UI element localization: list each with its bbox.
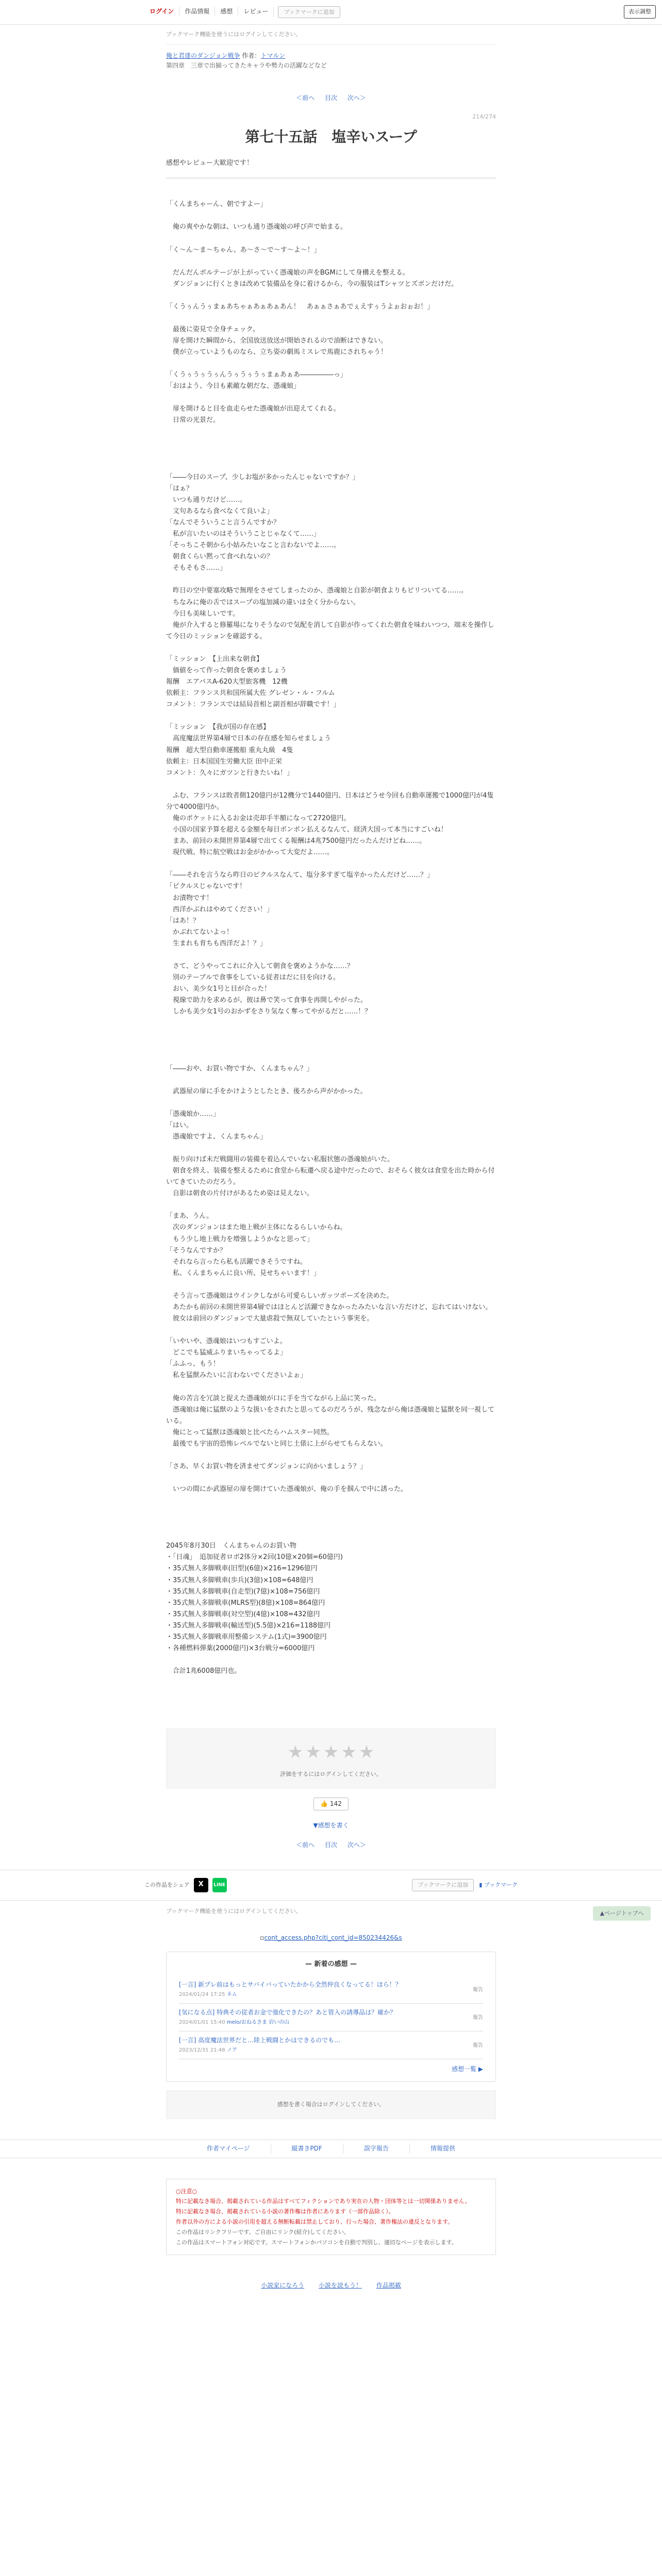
- body-line: 合計1兆6008億円也。: [166, 1667, 241, 1675]
- reviews-more-wrap: [179, 2059, 483, 2074]
- star-icon[interactable]: ★: [341, 1742, 357, 1763]
- body-line: [166, 1529, 496, 1540]
- body-line: 「まあ、うん。: [166, 1212, 213, 1221]
- bookmark-label: ブックマーク: [484, 1882, 518, 1888]
- body-line: 憑魂娘は俺に猛獣のような扱いをされたと思ってるのだろうが、残念ながら俺は憑魂娘と猛獣を同一視している。: [166, 1405, 495, 1425]
- body-line: 別のテーブルで食事をしている従者はだに目を向ける。: [166, 974, 340, 982]
- body-line: 彼女は前回のダンジョンで大量虐殺で無双していたという事実を。: [166, 1315, 374, 1323]
- footer-author-page[interactable]: 作者マイページ: [186, 2144, 271, 2154]
- top-bar: [0, 0, 662, 25]
- body-line: 「はい。: [166, 1121, 193, 1129]
- body-line: 俺のポケットに入るお金は売却手半額になって2720億円。: [166, 815, 351, 822]
- new-reviews: [166, 1952, 496, 2082]
- body-line: [166, 461, 496, 472]
- body-line: ちなみに俺の舌ではスープの塩加減の違いは全く分からない。: [166, 598, 360, 606]
- body-line: だんだんボルテージが上がっていく憑魂娘の声をBGMにして身構えを整える。: [166, 268, 409, 277]
- body-line: [166, 427, 496, 438]
- display-settings-button[interactable]: 表示調整: [624, 5, 656, 19]
- body-line: そもそもさ……」: [166, 564, 227, 572]
- notice-red-line: 特に記載なき場合、掲載されている作品はすべてフィクションであり実在の人物・団体等とは一切関係ありません。: [176, 2198, 471, 2205]
- body-line: 私が言いたいのはそういうことじゃなくて……」: [166, 530, 321, 538]
- body-line: 俺にとって猛獣は憑魂娘と比べたらハムスター同然。: [166, 1428, 334, 1436]
- lower-section: [166, 1901, 496, 2119]
- body-line: ・35式無人多脚戦車(自走型)(7億)×108=756億円: [166, 1587, 320, 1596]
- body-line: 私を猛獣みたいに言わないでくださいよぉ」: [166, 1371, 307, 1380]
- body-line: 振り向けば未だ戦闘用の装備を着込んでいない私服状態の憑魂娘がいた。: [166, 1155, 394, 1163]
- body-line: さて、どうやってこれに介入して朝食を褒めようかな……？: [166, 962, 354, 971]
- bottom-link-yomou[interactable]: 小説を読もう！: [318, 2282, 362, 2290]
- body-line: 生まれも育ちも西洋だよ！？」: [166, 939, 267, 947]
- body-line: 今日も美味しいです。: [166, 609, 239, 618]
- body-line: 報酬 エアバスA-620大型旅客機 12機: [166, 678, 288, 686]
- body-line: 「く～ん～ま～ちゃん、あ～さ～で～す～よ～！」: [166, 246, 321, 254]
- review-item: [179, 2004, 483, 2031]
- toc-link-bottom[interactable]: 目次: [324, 1841, 337, 1849]
- footer-typo-report[interactable]: 誤字報告: [343, 2144, 410, 2154]
- body-line: ・35式無人多脚戦車(MLRS型)(8億)×108=864億円: [166, 1599, 325, 1607]
- body-line: 西洋かぶれはやめてください！」: [166, 905, 274, 913]
- body-line: [166, 438, 496, 449]
- body-line: [166, 1654, 496, 1666]
- main-content: [166, 25, 496, 1852]
- chapter-number: 214/274: [472, 113, 496, 121]
- body-line: おい、美少女1号と目が合った！: [166, 985, 271, 993]
- body-line: かぶれてないよっ！: [166, 928, 234, 936]
- write-impression-box: 感想を書く場合はログインしてください。: [166, 2090, 496, 2119]
- body-line: [166, 642, 496, 654]
- body-line: ・「日魂」 追加従者ロボ2体分×2回(10億×20個=60億円): [166, 1553, 343, 1562]
- body-line: ・35式無人多脚戦車(輸送型)(5.5億)×216=1188億円: [166, 1621, 331, 1630]
- body-line: 憑魂娘ですよ、くんまちゃん」: [166, 1132, 267, 1141]
- body-line: 「くんまちゃーん、朝ですよー」: [166, 200, 267, 209]
- notice-red-line: 特に記載なき場合、掲載されている小説の著作権は作者にあります（一部作品除く）。: [176, 2208, 394, 2215]
- body-line: ・35式無人多脚戦車(対空型)(4億)×108=432億円: [166, 1610, 320, 1618]
- author-label: 作者：: [242, 52, 261, 59]
- review-meta: [179, 2019, 483, 2027]
- body-line: [166, 1018, 496, 1029]
- star-icon[interactable]: ★: [305, 1742, 321, 1763]
- nav-work-info[interactable]: 作品情報: [179, 7, 215, 16]
- body-line: 「はぁ？: [166, 484, 193, 493]
- pager-top: [166, 71, 496, 105]
- body-line: ・35式無人多脚戦車用整備システム(1式)=3900億円: [166, 1633, 327, 1641]
- body-line: [166, 1075, 496, 1086]
- body-line: 僕が立っていようものなら、立ち姿の劇馬ミスレで馬鹿にされちゃう！: [166, 348, 388, 357]
- bottom-link-post[interactable]: 作品掲載: [376, 2282, 401, 2290]
- body-line: 「そうなんですか？: [166, 1246, 227, 1255]
- body-line: [166, 950, 496, 961]
- reviews-title: — 新着の感想 —: [305, 1960, 357, 1968]
- body-line: [166, 1279, 496, 1291]
- body-line: 扉を開けた瞬間から、全国放送放送が開始されるので油断はできない。: [166, 337, 388, 345]
- chapter-subtitle: 第四章 三章で出揃ってきたキャラや勢力の活躍などなど: [166, 61, 327, 69]
- notice-box: [166, 2179, 496, 2256]
- body-line: 「なんでそういうこと言うんですか？: [166, 518, 280, 527]
- review-user[interactable]: melo/おねるさま 岩いの山: [226, 2019, 290, 2025]
- body-line: あたかも前回の未開世界第4層ではほとんど活躍できなかったみたいな言い方だけど、忘れてはいけない。: [166, 1303, 492, 1311]
- rating-box: [166, 1728, 496, 1788]
- body-line: 昨日の空中要塞攻略で無理をさせてしまったのか、憑魂娘と自影が朝食よりもピリついてる……。: [166, 587, 468, 595]
- body-line: 小国の国家予算を超える金額を毎日ポンポン払えるなんて、経済大国って本当にすごいね！: [166, 826, 448, 834]
- star-icon[interactable]: ★: [287, 1742, 304, 1763]
- body-line: 最後に姿見で全身チェック。: [166, 325, 260, 333]
- body-line: 「ミッション 【我が国の存在感】: [166, 723, 270, 732]
- body-line: [166, 1199, 496, 1211]
- top-nav: [144, 7, 274, 18]
- like-area: [166, 1788, 496, 1810]
- nav-impressions[interactable]: 感想: [215, 7, 238, 16]
- footer-nav: [0, 2140, 662, 2158]
- bookmark-add-button[interactable]: ブックマークに追加: [278, 6, 340, 19]
- line-logo-icon[interactable]: LINE: [212, 1878, 227, 1892]
- review-title[interactable]: [一言] 新プレ前はもっとサバイバっていたかから全然仲良くなってる！ほら！？: [179, 1981, 402, 1989]
- body-line: 私、くんまちゃんに良い所、見せちゃいます！」: [166, 1269, 321, 1277]
- body-line: 「はあ！？: [166, 917, 200, 925]
- body-line: [166, 1472, 496, 1484]
- body-line: 「ミッション 【上出来な朝食】: [166, 655, 263, 663]
- body-line: ・35式無人多脚戦車(歩兵)(3億)×108=648億円: [166, 1576, 313, 1584]
- body-line: ・各種燃料弾薬(2000億円)×3台戦分=6000億円: [166, 1645, 315, 1653]
- body-line: 報酬 超大型自動車運搬船 重丸丸級 4隻: [166, 746, 293, 754]
- review-date: 2024/01/24 17:25: [179, 1992, 225, 1998]
- review-meta: [179, 1991, 483, 1999]
- novel-body: [166, 178, 496, 1677]
- body-line: 価値をって作った朝食を褒めましょう: [166, 666, 287, 674]
- body-line: 「――それを言うなら昨日のピクルスなんて、塩分多すぎて塩辛かったんだけど……？」: [166, 871, 434, 879]
- body-line: 2045年8月30日 くんまちゃんのお買い物: [166, 1542, 296, 1550]
- review-user[interactable]: ノア: [226, 2047, 237, 2053]
- body-line: [166, 1029, 496, 1041]
- body-line: [166, 779, 496, 790]
- review-item: [179, 1976, 483, 2004]
- body-line: どこでも猛威ふりまいちゃってるよ」: [166, 1349, 287, 1357]
- body-line: [166, 1041, 496, 1052]
- body-line: それなら言ったら私も活躍できそうですね。: [166, 1258, 307, 1266]
- body-line: [166, 1052, 496, 1063]
- prev-link[interactable]: ＜前へ: [296, 94, 315, 101]
- body-line: 「――おや、お買い物ですか、くんまちゃん？」: [166, 1064, 313, 1073]
- body-line: いつも通りだけど……。: [166, 496, 247, 504]
- body-line: 「いやいや、憑魂娘はいつもすごいよ。: [166, 1337, 287, 1346]
- chapter-title: 第七十五話 塩辛いスープ: [245, 128, 417, 145]
- body-line: 最後でも宇宙的恐怖レベルでないと同じ土俵に上がらせてもらえない。: [166, 1439, 387, 1448]
- body-line: 扉を開けると目を血走らせた憑魂娘が出迎えてくれる。: [166, 405, 340, 413]
- body-line: [166, 574, 496, 585]
- review-report-button[interactable]: 報告: [473, 2042, 483, 2048]
- body-line: 俺の爽やかな朝は、いつも通り憑魂娘の呼び声で始まる。: [166, 223, 347, 231]
- body-line: [166, 710, 496, 722]
- like-count: 142: [329, 1800, 342, 1808]
- body-line: [166, 449, 496, 461]
- bookmark-add-button-2[interactable]: ブックマークに追加: [412, 1879, 474, 1891]
- series-info: [166, 45, 496, 61]
- body-line: 次のダンジョンはまた地上戦が主体になるらしいからね。: [166, 1224, 347, 1232]
- toc-link[interactable]: 目次: [324, 94, 337, 101]
- write-impression-link[interactable]: ▼感想を書く: [313, 1822, 349, 1829]
- body-line: 高度魔法世界第4層で日本の存在感を知らせましょう: [166, 735, 331, 743]
- body-line: お漬物です！: [166, 894, 213, 902]
- notice-line: この作品はスマートフォン対応です。スマートフォンかパソコンを自動で判別し、適切なページを表示します。: [176, 2239, 457, 2246]
- body-line: 「おはよう、今日も素敵な朝だな、憑魂娘」: [166, 382, 301, 391]
- body-line: ・35式無人多脚戦車(旧型)(6億)×216=1296億円: [166, 1565, 318, 1573]
- body-line: ダンジョンに行くときは改めて装備品を身に着けるから、今の服装はTシャツとズボンだけだ。: [166, 280, 458, 288]
- ad-link[interactable]: cont_access.php?citi_cont_id=850234426&s: [264, 1934, 402, 1942]
- body-line: しかも美少女1号のおかずをさり気なく奪ってやがるだと……！？: [166, 1008, 372, 1016]
- ad-link-wrap: [166, 1916, 496, 1943]
- share-label: この作品をシェア: [144, 1882, 190, 1888]
- body-line: [166, 1143, 496, 1154]
- author-link[interactable]: トマルン: [260, 52, 286, 59]
- bottom-link-narou[interactable]: 小説家になろう: [261, 2282, 305, 2290]
- body-line: 俺の苦言を冗談と捉えた憑魂娘が口に手を当てながら上品に笑った。: [166, 1394, 381, 1402]
- broken-image-icon: ▫: [260, 1934, 264, 1942]
- body-line: いつの間にか武器屋の扉を開けていた憑魂娘が、俺の手を掴んで中に誘った。: [166, 1485, 408, 1494]
- body-line: [166, 858, 496, 870]
- chapter-preface: 感想やレビュー大歓迎です！: [166, 158, 496, 179]
- next-link-bottom[interactable]: 次へ＞: [347, 1841, 366, 1849]
- body-line: 日常の光景だ。: [166, 416, 220, 425]
- pager-bottom: [166, 1831, 496, 1852]
- review-date: 2024/01/01 15:40: [179, 2019, 225, 2025]
- nav-login[interactable]: ログイン: [144, 7, 179, 16]
- series-title-link[interactable]: 俺と君達のダンジョン戦争: [166, 52, 240, 59]
- body-line: コメント：フランスでは結局首相と副首相が辞職です！」: [166, 701, 340, 709]
- body-line: [166, 1382, 496, 1393]
- notice-label: ○注意○: [176, 2188, 197, 2195]
- bookmark-link[interactable]: ▮ ブックマーク: [479, 1882, 518, 1888]
- review-user[interactable]: ネム: [226, 1992, 237, 1998]
- body-line: 文句あるなら食べなくて良いよ」: [166, 507, 274, 515]
- body-line: 依頼主：日本国国生労働大臣 田中正栄: [166, 757, 283, 766]
- rating-note: 評価をするにはログインしてください。: [280, 1770, 382, 1777]
- body-line: [166, 1506, 496, 1518]
- reviews-title-text: 新着の感想: [314, 1960, 348, 1968]
- body-line: [166, 313, 496, 324]
- body-line: [166, 210, 496, 222]
- body-line: [166, 1097, 496, 1109]
- body-line: [166, 1325, 496, 1336]
- body-line: 朝食を終え、装備を整えるために食堂から転遷へ戻る途中だったので、おそらく彼女は食堂を出た時から付いてきていたのだろう。: [166, 1167, 495, 1187]
- body-line: ふむ、フランスは敗者側120億円が12機分で1440億円、日本はどうせ今回も自動車運搬で1000億円が4隻分で4000億円か。: [166, 791, 494, 811]
- login-note: ブックマーク機能を使うにはログインしてください。: [166, 25, 496, 45]
- body-line: 俺が介入すると修羅場になりそうなので気配を消して自影が作ってくれた朝食を味わいつつ、端末を操作して今日のミッションを確認する。: [166, 621, 494, 640]
- body-line: コメント：久々にガツンと行きたいね！」: [166, 769, 294, 777]
- body-line: 「そっちこそ朝から小姑みたいなこと言わないでよ……。: [166, 541, 341, 550]
- body-line: 視線で助力を求めるが、彼は鼻で笑って食事を再開しやがった。: [166, 996, 368, 1005]
- body-line: [166, 290, 496, 301]
- notice-line: この作品はリンクフリーです。ご自由にリンク(紹介)してください。: [176, 2228, 350, 2235]
- body-line: [166, 1518, 496, 1529]
- footer-info-provide[interactable]: 情報提供: [430, 2144, 455, 2152]
- x-logo-icon[interactable]: X: [194, 1878, 208, 1892]
- notice-red-line: 作者以外の方による小説の引用を超える無断転載は禁止しており、行った場合、著作権法の違反となります。: [176, 2218, 454, 2225]
- body-line: [166, 358, 496, 369]
- body-line: 「――今日のスープ、少しお塩が多かったんじゃないですか？」: [166, 473, 359, 481]
- login-note-2: ブックマーク機能を使うにはログインしてください。: [166, 1907, 302, 1914]
- review-meta: [179, 2046, 483, 2055]
- review-date: 2023/12/31 21:48: [179, 2047, 225, 2053]
- body-line: 現代戦、特に航空戦はお金がかかって大変だよ……。: [166, 849, 334, 857]
- nav-reviews[interactable]: レビュー: [238, 7, 274, 16]
- body-line: [166, 233, 496, 245]
- body-line: 朝食くらい黙って食べれないの？: [166, 553, 274, 561]
- body-line: 「憑魂娘か……」: [166, 1110, 220, 1118]
- reviews-more-link[interactable]: 感想一覧 ▶: [451, 2065, 483, 2073]
- review-report-button[interactable]: 報告: [473, 2015, 483, 2021]
- body-line: [166, 256, 496, 267]
- body-line: まあ、前回の未開世界第4層で出てくる報酬は4兆7500億円だったんだけどね……。: [166, 837, 426, 845]
- next-link[interactable]: 次へ＞: [347, 94, 366, 101]
- body-line: 「さあ、早くお買い物を済ませてダンジョンに向かいましょう？」: [166, 1463, 367, 1471]
- body-line: 「ピクルスじゃないです！: [166, 883, 246, 891]
- body-line: 武器屋の扉に手をかけようとしたとき、後ろから声がかかった。: [166, 1087, 367, 1095]
- like-button[interactable]: [313, 1798, 349, 1810]
- body-line: 依頼主：フランス共和国所属大佐 グレゼン・ル・フルム: [166, 689, 335, 698]
- review-title[interactable]: [気になる点] 特典その従者お金で強化できたの？あと管入の誘導品は？確か？: [179, 2009, 396, 2016]
- review-item: [179, 2031, 483, 2059]
- rating-stars[interactable]: [167, 1738, 495, 1766]
- body-line: 「くうぅうぅうぅんうぅうぅうぅまぁあぁあ―――――っ」: [166, 371, 347, 379]
- bottom-links: [0, 2255, 662, 2301]
- body-line: 自影は朝食の片付けがあるため姿は見えない。: [166, 1190, 314, 1198]
- star-icon[interactable]: ★: [323, 1742, 339, 1763]
- prev-link-bottom[interactable]: ＜前へ: [296, 1841, 315, 1849]
- body-line: もう少し地上戦力を増強しようかなと思って」: [166, 1235, 314, 1243]
- body-line: 「くうぅんうぅまぁあちゃぁあぁあぁあん！ あぁぁさぁあでぇえすぅうよぉおぉお！」: [166, 302, 434, 311]
- body-line: [166, 1495, 496, 1506]
- body-line: 「ふふっ、もう！: [166, 1360, 220, 1368]
- review-title[interactable]: [一言] 高度魔法世界だと…陸上戦闘とかはできるのでも…: [179, 2036, 341, 2044]
- share-bar: [0, 1870, 662, 1901]
- footer-vertical-pdf[interactable]: 縦書きPDF: [271, 2144, 343, 2154]
- page-top-button[interactable]: ▲ページトップへ: [593, 1906, 651, 1921]
- thumbs-up-icon: 👍: [320, 1800, 328, 1808]
- body-line: そう言って憑魂娘はウインクしながら可愛らしいガッツポーズを決めた。: [166, 1292, 393, 1300]
- star-icon[interactable]: ★: [358, 1742, 375, 1763]
- body-line: [166, 1450, 496, 1461]
- body-line: [166, 392, 496, 403]
- review-report-button[interactable]: 報告: [473, 1987, 483, 1993]
